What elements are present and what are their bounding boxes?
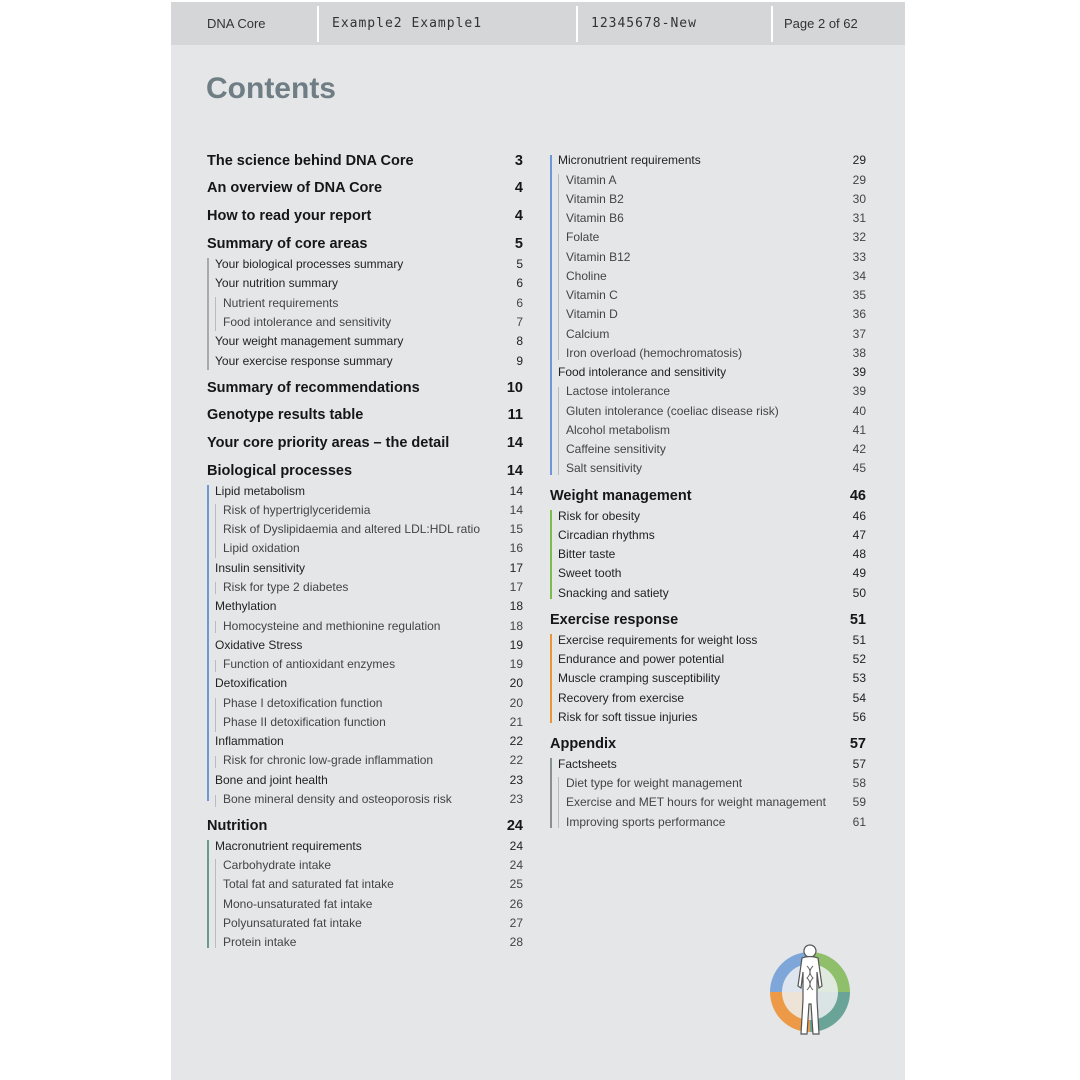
report-page xyxy=(171,2,905,1080)
toc-subentry[interactable]: Macronutrient requirements 24 xyxy=(215,839,523,853)
toc-subsubentry[interactable]: Salt sensitivity 45 xyxy=(566,461,866,475)
toc-subentry[interactable]: Recovery from exercise 54 xyxy=(558,691,866,705)
toc-subsubentry[interactable]: Iron overload (hemochromatosis) 38 xyxy=(566,346,866,360)
header-divider xyxy=(771,6,773,42)
toc-subsubentry[interactable]: Risk for chronic low-grade inflammation 22 xyxy=(223,753,523,767)
toc-subsubentry[interactable]: Mono-unsaturated fat intake 26 xyxy=(223,897,523,911)
toc-subsubentry[interactable]: Vitamin D 36 xyxy=(566,307,866,321)
toc-subentry[interactable]: Muscle cramping susceptibility 53 xyxy=(558,671,866,685)
toc-subsubentry[interactable]: Vitamin B6 31 xyxy=(566,211,866,225)
toc-subentry[interactable]: Endurance and power potential 52 xyxy=(558,652,866,666)
toc-subentry[interactable]: Lipid metabolism 14 xyxy=(215,484,523,498)
toc-entry[interactable]: How to read your report 4 xyxy=(207,208,523,224)
toc-subentry[interactable]: Inflammation 22 xyxy=(215,734,523,748)
header-product: DNA Core xyxy=(207,16,266,31)
toc-subsubentry[interactable]: Vitamin B12 33 xyxy=(566,250,866,264)
subsection-tick xyxy=(215,795,216,807)
toc-subsubentry[interactable]: Vitamin A 29 xyxy=(566,173,866,187)
nutrition-continued-bar xyxy=(550,155,552,475)
toc-subsubentry[interactable]: Vitamin C 35 xyxy=(566,288,866,302)
nutrition-section-bar xyxy=(207,840,209,948)
header-divider xyxy=(317,6,319,42)
subsection-tick xyxy=(558,777,559,828)
subsection-tick xyxy=(215,756,216,768)
toc-subentry[interactable]: Circadian rhythms 47 xyxy=(558,528,866,542)
toc-subsubentry[interactable]: Alcohol metabolism 41 xyxy=(566,423,866,437)
toc-subsubentry[interactable]: Risk of Dyslipidaemia and altered LDL:HDL ratio 15 xyxy=(223,522,523,536)
toc-subentry[interactable]: Bone and joint health 23 xyxy=(215,773,523,787)
toc-entry[interactable]: Nutrition 24 xyxy=(207,818,523,834)
toc-subsubentry[interactable]: Bone mineral density and osteoporosis risk 23 xyxy=(223,792,523,806)
toc-subentry[interactable]: Oxidative Stress 19 xyxy=(215,638,523,652)
toc-subentry[interactable]: Risk for soft tissue injuries 56 xyxy=(558,710,866,724)
toc-subsubentry[interactable]: Nutrient requirements 6 xyxy=(223,296,523,310)
toc-subsubentry[interactable]: Food intolerance and sensitivity 7 xyxy=(223,315,523,329)
toc-entry[interactable]: Biological processes 14 xyxy=(207,463,523,479)
header-divider xyxy=(576,6,578,42)
toc-subsubentry[interactable]: Total fat and saturated fat intake 25 xyxy=(223,877,523,891)
toc-subentry[interactable]: Detoxification 20 xyxy=(215,676,523,690)
toc-subsubentry[interactable]: Calcium 37 xyxy=(566,327,866,341)
page-header xyxy=(171,2,905,45)
toc-entry[interactable]: An overview of DNA Core 4 xyxy=(207,180,523,196)
subsection-tick xyxy=(215,698,216,732)
subsection-tick xyxy=(215,660,216,672)
toc-subentry[interactable]: Methylation 18 xyxy=(215,599,523,613)
biological-section-bar xyxy=(207,485,209,801)
toc-subsubentry[interactable]: Diet type for weight management 58 xyxy=(566,776,866,790)
exercise-section-bar xyxy=(550,634,552,723)
toc-subsubentry[interactable]: Risk for type 2 diabetes 17 xyxy=(223,580,523,594)
toc-entry[interactable]: Summary of recommendations 10 xyxy=(207,380,523,396)
toc-subsubentry[interactable]: Exercise and MET hours for weight management 59 xyxy=(566,795,866,809)
page-title: Contents xyxy=(206,72,336,105)
toc-subentry[interactable]: Your biological processes summary 5 xyxy=(215,257,523,271)
toc-subsubentry[interactable]: Phase I detoxification function 20 xyxy=(223,696,523,710)
toc-subentry[interactable]: Micronutrient requirements 29 xyxy=(558,153,866,167)
dna-body-icon xyxy=(767,942,853,1038)
toc-entry[interactable]: Weight management 46 xyxy=(550,488,866,504)
toc-subentry[interactable]: Risk for obesity 46 xyxy=(558,509,866,523)
section-bar xyxy=(207,258,209,370)
subsection-tick xyxy=(215,582,216,594)
toc-entry[interactable]: Exercise response 51 xyxy=(550,612,866,628)
header-names: Example2 Example1 xyxy=(332,16,483,31)
toc-subsubentry[interactable]: Gluten intolerance (coeliac disease risk) 40 xyxy=(566,404,866,418)
appendix-section-bar xyxy=(550,758,552,828)
toc-subsubentry[interactable]: Improving sports performance 61 xyxy=(566,815,866,829)
toc-subentry[interactable]: Bitter taste 48 xyxy=(558,547,866,561)
subsection-tick xyxy=(215,621,216,633)
toc-subsubentry[interactable]: Protein intake 28 xyxy=(223,935,523,949)
toc-subsubentry[interactable]: Function of antioxidant enzymes 19 xyxy=(223,657,523,671)
toc-subsubentry[interactable]: Polyunsaturated fat intake 27 xyxy=(223,916,523,930)
toc-subentry[interactable]: Insulin sensitivity 17 xyxy=(215,561,523,575)
toc-subsubentry[interactable]: Vitamin B2 30 xyxy=(566,192,866,206)
toc-subsubentry[interactable]: Caffeine sensitivity 42 xyxy=(566,442,866,456)
toc-entry[interactable]: Appendix 57 xyxy=(550,736,866,752)
subsection-tick xyxy=(215,504,216,558)
toc-subsubentry[interactable]: Homocysteine and methionine regulation 18 xyxy=(223,619,523,633)
header-sample-id: 12345678-New xyxy=(591,16,697,31)
toc-subsubentry[interactable]: Folate 32 xyxy=(566,230,866,244)
toc-subsubentry[interactable]: Lactose intolerance 39 xyxy=(566,384,866,398)
toc-subentry[interactable]: Exercise requirements for weight loss 51 xyxy=(558,633,866,647)
toc-subsubentry[interactable]: Carbohydrate intake 24 xyxy=(223,858,523,872)
toc-subsubentry[interactable]: Phase II detoxification function 21 xyxy=(223,715,523,729)
toc-entry[interactable]: Genotype results table 11 xyxy=(207,407,523,423)
toc-subentry[interactable]: Factsheets 57 xyxy=(558,757,866,771)
toc-entry[interactable]: Summary of core areas 5 xyxy=(207,236,523,252)
toc-subsubentry[interactable]: Lipid oxidation 16 xyxy=(223,541,523,555)
toc-entry[interactable]: The science behind DNA Core 3 xyxy=(207,153,523,169)
subsection-tick xyxy=(215,859,216,948)
toc-subentry[interactable]: Snacking and satiety 50 xyxy=(558,586,866,600)
subsection-tick xyxy=(558,387,559,475)
toc-subentry[interactable]: Your nutrition summary 6 xyxy=(215,276,523,290)
toc-subentry[interactable]: Your weight management summary 8 xyxy=(215,334,523,348)
toc-subentry[interactable]: Food intolerance and sensitivity 39 xyxy=(558,365,866,379)
weight-section-bar xyxy=(550,510,552,599)
subsection-tick xyxy=(215,297,216,331)
header-page-number: Page 2 of 62 xyxy=(784,16,858,31)
toc-subsubentry[interactable]: Risk of hypertriglyceridemia 14 xyxy=(223,503,523,517)
toc-subentry[interactable]: Your exercise response summary 9 xyxy=(215,354,523,368)
subsection-tick xyxy=(558,174,559,360)
toc-subsubentry[interactable]: Choline 34 xyxy=(566,269,866,283)
toc-entry[interactable]: Your core priority areas – the detail 14 xyxy=(207,435,523,451)
toc-subentry[interactable]: Sweet tooth 49 xyxy=(558,566,866,580)
